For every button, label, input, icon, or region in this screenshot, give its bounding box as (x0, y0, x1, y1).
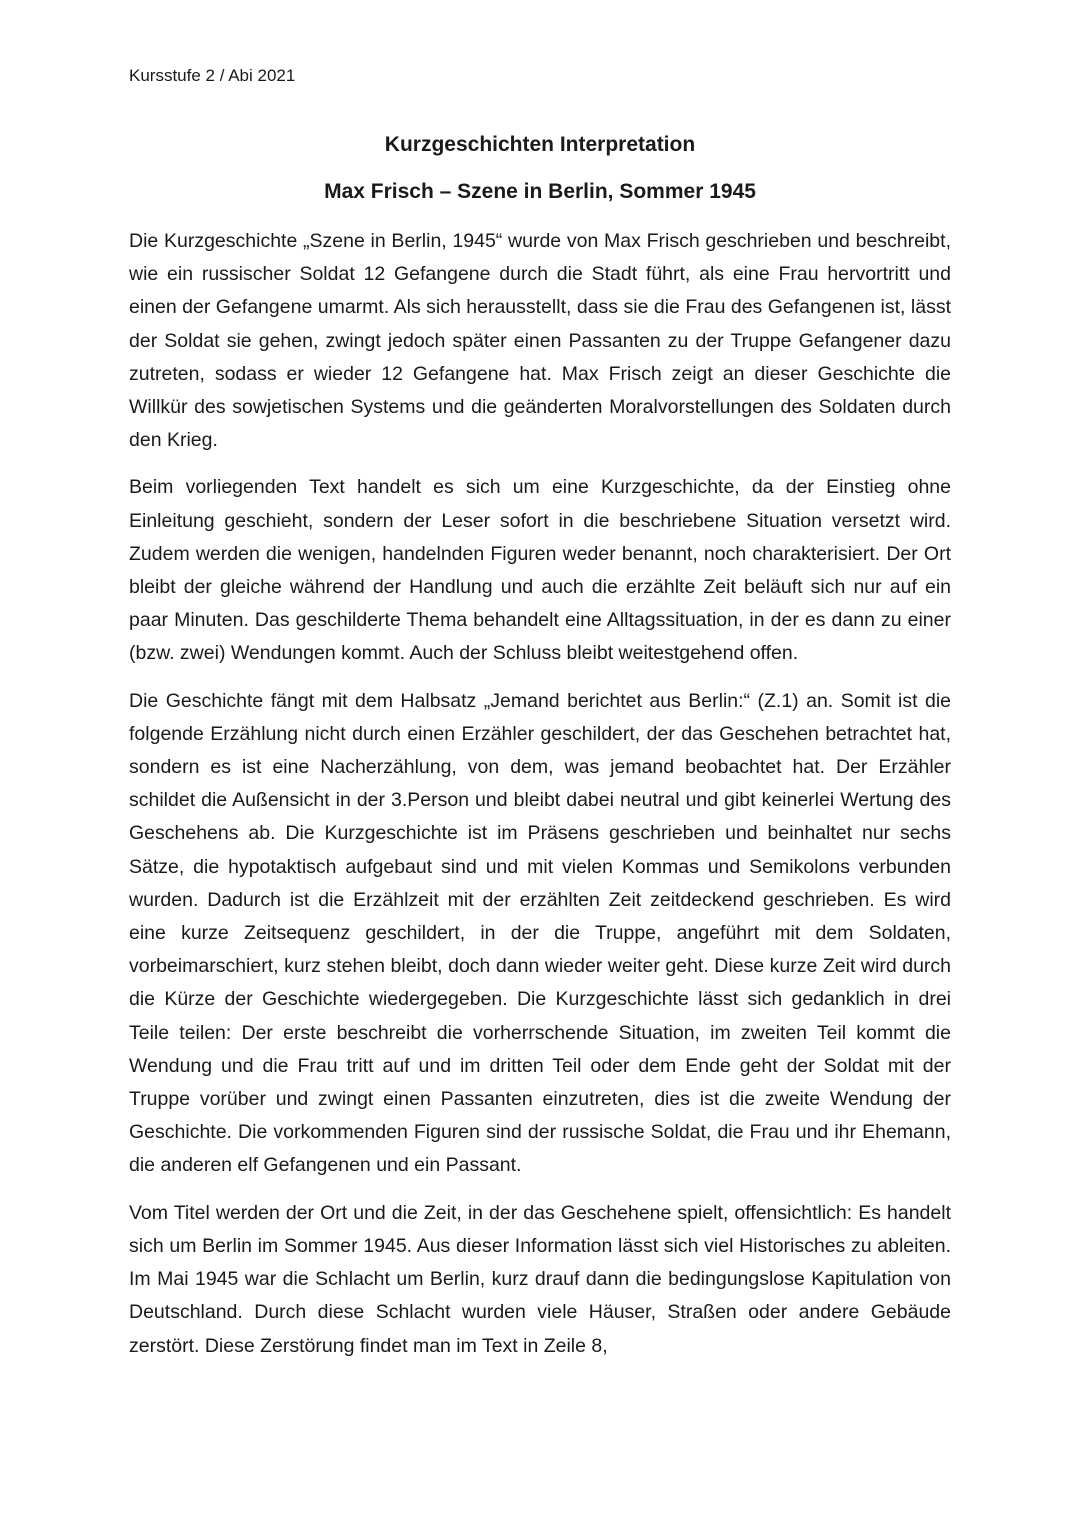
paragraph-historical-context: Vom Titel werden der Ort und die Zeit, in der das Geschehene spielt, offensichtlich: Es handelt sich um Berlin im Sommer 1945. Aus dieser Information lässt sich viel Historisches zu ableiten. Im Mai 1945 war die Schlacht um Berlin, kurz drauf dann die bedingungslose Kapitulation von Deutschland. Durch diese Schlacht wurden viele Häuser, Straßen oder andere Gebäude zerstört. Diese Zerstörung findet man im Text in Zeile 8, (129, 1201, 951, 1357)
header-note: Kursstufe 2 / Abi 2021 (129, 66, 296, 85)
paragraph-introduction: Die Kurzgeschichte „Szene in Berlin, 1945“ wurde von Max Frisch geschrieben und beschreibt, wie ein russischer Soldat 12 Gefangene durch die Stadt führt, als eine Frau hervortritt und einen der Gefangene umarmt. Als sich herausstellt, dass sie die Frau des Gefangenen ist, lässt der Soldat sie gehen, zwingt jedoch später einen Passanten zu der Truppe Gefangener dazu zutreten, sodass er wieder 12 Gefangene hat. Max Frisch zeigt an dieser Geschichte die Willkür des sowjetischen Systems und die geänderten Moralvorstellungen des Soldaten durch den Krieg. (129, 230, 951, 452)
document-body (129, 225, 951, 1377)
paragraph-text-type: Beim vorliegenden Text handelt es sich um eine Kurzgeschichte, da der Einstieg ohne Einleitung geschieht, sondern der Leser sofort in die beschriebene Situation versetzt wird. Zudem werden die wenigen, handelnden Figuren weder benannt, noch charakterisiert. Der Ort bleibt der gleiche während der Handlung und auch die erzählte Zeit beläuft sich nur auf ein paar Minuten. Das geschilderte Thema behandelt eine Alltagssituation, in der es dann zu einer (bzw. zwei) Wendungen kommt. Auch der Schluss bleibt weitestgehend offen. (129, 476, 951, 665)
paragraph-narrative-analysis: Die Geschichte fängt mit dem Halbsatz „Jemand berichtet aus Berlin:“ (Z.1) an. Somit ist die folgende Erzählung nicht durch einen Erzähler geschildert, der das Geschehen betrachtet hat, sondern es ist eine Nacherzählung, von dem, was jemand beobachtet hat. Der Erzähler schildet die Außensicht in der 3.Person und bleibt dabei neutral und gibt keinerlei Wertung des Geschehens ab. Die Kurzgeschichte ist im Präsens geschrieben und beinhaltet nur sechs Sätze, die hypotaktisch aufgebaut sind und mit vielen Kommas und Semikolons verbunden wurden. Dadurch ist die Erzählzeit mit der erzählten Zeit zeitdeckend geschrieben. Es wird eine kurze Zeitsequenz geschildert, in der die Truppe, angeführt mit dem Soldaten, vorbeimarschiert, kurz stehen bleibt, doch dann wieder weiter geht. Diese kurze Zeit wird durch die Kürze der Geschichte wiedergegeben. Die Kurzgeschichte lässt sich gedanklich in drei Teile teilen: Der erste beschreibt die vorherrschende Situation, im zweiten Teil kommt die Wendung und die Frau tritt auf und im dritten Teil oder dem Ende geht der Soldat mit der Truppe vorüber und zwingt einen Passanten einzutreten, dies ist die zweite Wendung der Geschichte. Die vorkommenden Figuren sind der russische Soldat, die Frau und ihr Ehemann, die anderen elf Gefangenen und ein Passant. (129, 689, 951, 1177)
document-subtitle: Max Frisch – Szene in Berlin, Sommer 1945 (324, 180, 756, 203)
document-title: Kurzgeschichten Interpretation (384, 133, 696, 156)
